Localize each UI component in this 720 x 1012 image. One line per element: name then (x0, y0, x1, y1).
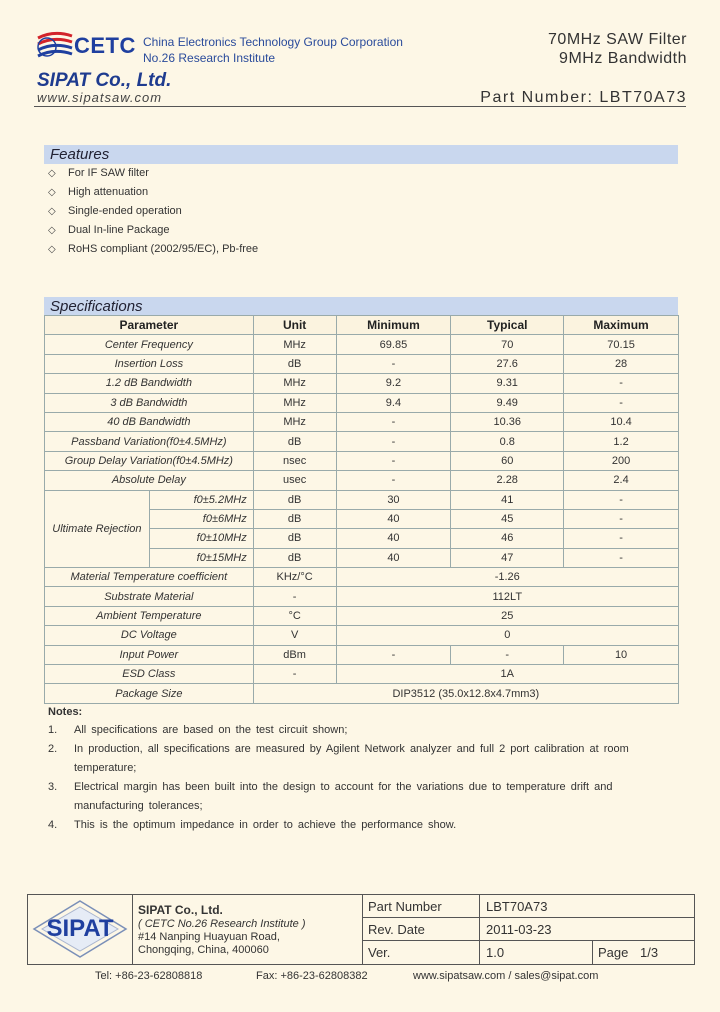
footer-rev-value: 2011-03-23 (486, 922, 552, 937)
specs-table (44, 315, 679, 704)
table-row: 40 dB Bandwidth MHz - 10.36 10.4 (45, 412, 679, 431)
table-row: Material Temperature coefficient KHz/°C -1.26 (45, 568, 679, 587)
table-row: Center Frequency MHz 69.85 70 70.15 (45, 335, 679, 354)
company-name: SIPAT Co., Ltd. (37, 70, 172, 91)
diamond-bullet-icon: ◇ (48, 168, 56, 179)
list-item: ◇ High attenuation (48, 186, 149, 198)
diamond-bullet-icon: ◇ (48, 187, 56, 198)
footer-address-line2: Chongqing, China, 400060 (138, 944, 269, 956)
table-row: Group Delay Variation(f0±4.5MHz) nsec - 60 200 (45, 451, 679, 470)
table-row: Ultimate Rejection f0±5.2MHz dB 30 41 - (45, 490, 679, 509)
sipat-logo-text: SIPAT (46, 915, 114, 942)
list-item: ◇ For IF SAW filter (48, 167, 149, 179)
list-item: 2. In production, all specifications are measured by Agilent Network analyzer and full 2 port calibration at room temperature; (48, 743, 629, 774)
col-header-minimum: Minimum (336, 316, 451, 335)
table-row: DC Voltage V 0 (45, 626, 679, 645)
diamond-bullet-icon: ◇ (48, 244, 56, 255)
footer-web-email[interactable]: www.sipatsaw.com / sales@sipat.com (413, 970, 599, 982)
col-header-maximum: Maximum (564, 316, 679, 335)
footer-institute: ( CETC No.26 Research Institute ) (138, 918, 306, 930)
table-row: 3 dB Bandwidth MHz 9.4 9.49 - (45, 393, 679, 412)
list-item: ◇ Single-ended operation (48, 205, 182, 217)
footer-divider (592, 940, 593, 964)
table-row: f0±15MHz dB 40 47 - (45, 548, 679, 567)
footer-ver-value: 1.0 (486, 945, 505, 960)
cetc-logo-icon (36, 30, 76, 64)
list-item: 1. All specifications are based on the test circuit shown; (48, 724, 348, 736)
footer-divider (479, 894, 480, 964)
notes-title: Notes: (48, 706, 83, 718)
col-header-parameter: Parameter (45, 316, 254, 335)
footer-divider (362, 894, 363, 964)
table-row: Absolute Delay usec - 2.28 2.4 (45, 471, 679, 490)
footer-page-value: 1/3 (640, 945, 659, 960)
product-title: 70MHz SAW Filter (548, 31, 687, 48)
cetc-wordmark: CETC (74, 33, 136, 58)
list-item: ◇ RoHS compliant (2002/95/EC), Pb-free (48, 243, 259, 255)
table-row: Insertion Loss dB - 27.6 28 (45, 354, 679, 373)
footer-divider (362, 917, 694, 918)
footer-part-value: LBT70A73 (486, 899, 548, 914)
footer-rev-label: Rev. Date (368, 922, 425, 937)
diamond-bullet-icon: ◇ (48, 225, 56, 236)
table-header-row (45, 316, 679, 335)
sipat-logo (32, 899, 128, 959)
notes-section (48, 706, 648, 835)
table-row: Package Size DIP3512 (35.0x12.8x4.7mm3) (45, 684, 679, 703)
table-row: 1.2 dB Bandwidth MHz 9.2 9.31 - (45, 374, 679, 393)
list-item: 3. Electrical margin has been built into the design to account for the variations due to temperature drift and manufacturing tolerances; (48, 781, 613, 812)
col-header-typical: Typical (451, 316, 564, 335)
footer-fax: Fax: +86-23-62808382 (256, 970, 368, 982)
features-list (48, 166, 258, 261)
footer-divider (362, 940, 694, 941)
rejection-label: Ultimate Rejection (45, 490, 150, 568)
footer-address-line1: #14 Nanping Huayuan Road, (138, 931, 280, 943)
footer-ver-label: Ver. (368, 945, 391, 960)
table-row: f0±6MHz dB 40 45 - (45, 509, 679, 528)
corp-name: China Electronics Technology Group Corporation (143, 35, 403, 49)
features-bar (44, 145, 678, 164)
part-number: Part Number: LBT70A73 (480, 89, 687, 106)
table-row: Passband Variation(f0±4.5MHz) dB - 0.8 1.2 (45, 432, 679, 451)
table-row: f0±10MHz dB 40 46 - (45, 529, 679, 548)
table-row: Input Power dBm - - 10 (45, 645, 679, 664)
product-bandwidth: 9MHz Bandwidth (559, 50, 687, 67)
col-header-unit: Unit (253, 316, 336, 335)
table-row: Substrate Material - 112LT (45, 587, 679, 606)
table-row: ESD Class - 1A (45, 665, 679, 684)
website-link[interactable]: www.sipatsaw.com (37, 90, 163, 105)
header-divider (34, 106, 686, 107)
diamond-bullet-icon: ◇ (48, 206, 56, 217)
footer-page-label: Page (598, 945, 629, 960)
specs-title: Specifications (50, 298, 143, 315)
footer-company: SIPAT Co., Ltd. (138, 903, 223, 917)
list-item: 4. This is the optimum impedance in order to achieve the performance show. (48, 819, 457, 831)
list-item: ◇ Dual In-line Package (48, 224, 170, 236)
institute-name: No.26 Research Institute (143, 51, 276, 65)
footer-divider (132, 894, 133, 964)
features-title: Features (50, 146, 110, 163)
table-row: Ambient Temperature °C 25 (45, 606, 679, 625)
footer-tel: Tel: +86-23-62808818 (95, 970, 203, 982)
footer-part-label: Part Number (368, 899, 442, 914)
